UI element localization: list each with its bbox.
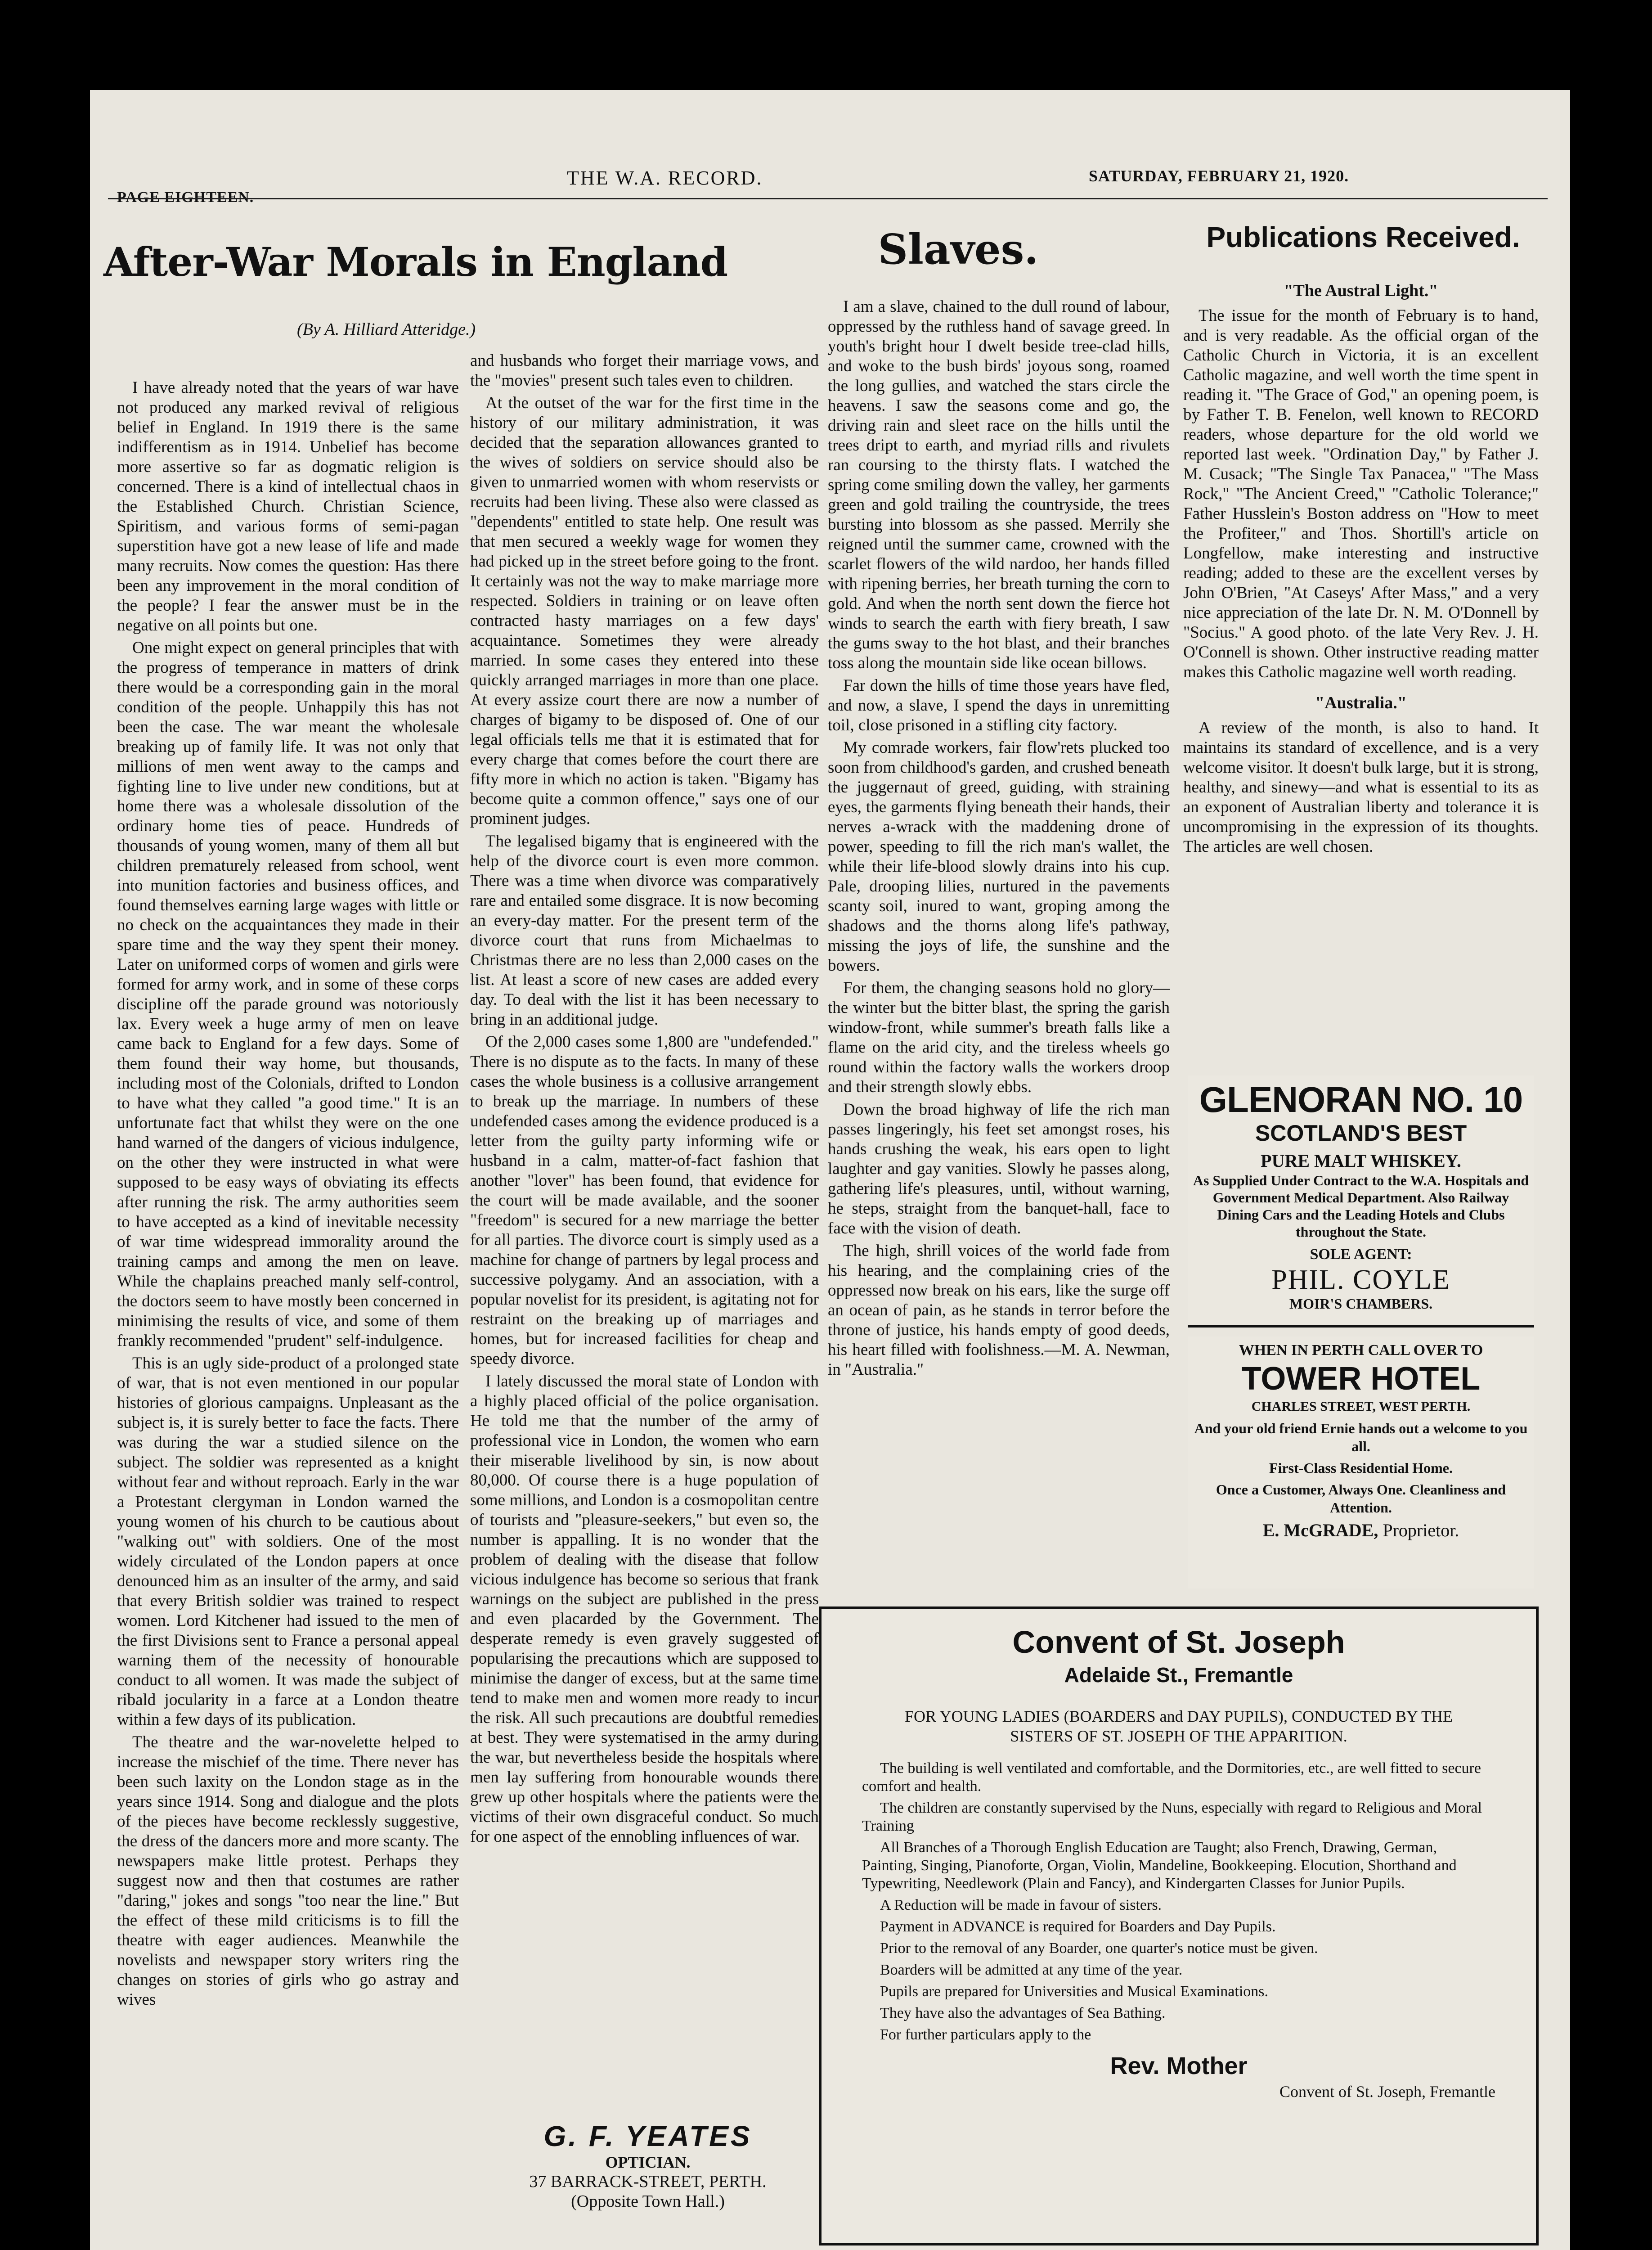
- convent-line: All Branches of a Thorough English Education are Taught; also French, Drawing, German, Painting, Singing, Pianoforte, Organ, Violin, Mandeline, Bookkeeping. Elocution, Shorthand and Typewriting, Needlework (Plain and Fancy), and Kindergarten Classes for Junior Pupils.: [862, 1839, 1457, 1892]
- glenoran-product: PURE MALT WHISKEY.: [1261, 1151, 1461, 1171]
- convent-line: Prior to the removal of any Boarder, one quarter's notice must be given.: [880, 1940, 1318, 1957]
- morals-column-1: [117, 378, 459, 2232]
- glenoran-agent-label: SOLE AGENT:: [1310, 1246, 1412, 1263]
- slaves-paragraph: I am a slave, chained to the dull round of labour, oppressed by the ruthless hand of savage greed. In youth's bright hour I dwelt beside tree-clad hills, and woke to the bush birds' joyous song, roamed the long gullies, and watched the stars circle the heavens. I saw the seasons come and go, the driving rain and sleet race on the hills until the trees dript to earth, and myriad rills and rivulets ran coursing to the thirsty flats. I watched the spring come smiling down the valley, her garments green and gold trailing the countryside, the trees bursting into blossom as she passed. Merrily she reigned until the summer came, crowned with the scarlet flowers of the wild nardoo, her hands filled with ripening berries, her breath turning the corn to gold. And when the north sent down the fierce hot winds to search the earth with fiery breath, I saw the gums sway to the hot blast, and their branches toss along the mountain side like ocean billows.: [828, 297, 1170, 672]
- yeates-name: G. F. YEATES: [543, 2120, 752, 2152]
- convent-line: For further particulars apply to the: [880, 2026, 1091, 2043]
- slaves-paragraph: My comrade workers, fair flow'rets plucked too soon from childhood's garden, and crushed beneath the juggernaut of greed, guiding, with straining eyes, the garments flying beneath their hands, their nerves a-wrack with the maddening drone of power, speeding to fill the rich man's wallet, the while their life-blood slowly drains into his cup. Pale, drooping lilies, nurtured in the pavements scanty soil, inured to want, groping among the shadows and the thorns along life's pathway, missing the joys of life, the sunshine and the bowers.: [828, 738, 1170, 975]
- convent-contact: Rev. Mother: [1110, 2052, 1248, 2079]
- convent-line: Boarders will be admitted at any time of the year.: [880, 1962, 1183, 1978]
- morals-headline: After-War Morals in England: [103, 238, 728, 285]
- convent-line: Payment in ADVANCE is required for Boarders and Day Pupils.: [880, 1918, 1276, 1935]
- slaves-paragraph: For them, the changing seasons hold no glory—the winter but the bitter blast, the spring the garish window-front, while summer's breath falls like a flame on the arid city, and the tireless wheels go round within the factory walls the workers droop and their strength slowly ebbs.: [828, 979, 1170, 1096]
- paper-title: THE W.A. RECORD.: [567, 167, 763, 189]
- slaves-paragraph: Far down the hills of time those years have fled, and now, a slave, I spend the days in unremitting toil, close prisoned in a stifling city factory.: [828, 676, 1170, 734]
- newspaper-page: [90, 90, 1570, 2250]
- convent-line: The building is well ventilated and comfortable, and the Dormitories, etc., are well fitted to secure comfort and health.: [862, 1760, 1481, 1795]
- morals-paragraph: The theatre and the war-novelette helped to increase the mischief of the time. There never has been such laxity on the London stage as in the years since 1914. Song and dialogue and the plots of the pieces have become recklessly suggestive, the dress of the dancers more and more scanty. The newspapers make little protest. Perhaps they suggest now and then that costumes are rather "daring," jokes and songs "too near the line." But the effect of these mild criticisms is to fill the theatre with eager audiences. Meanwhile the novelists and newspaper story writers ring the changes on stories of girls who go astray and wives: [117, 1733, 459, 2009]
- publications-column: [1183, 270, 1539, 1071]
- slaves-paragraph: Down the broad highway of life the rich man passes lingeringly, his feet set amongst roses, his hands crushing the weak, his ears open to light laughter and gay vanities. Slowly he passes along, gathering life's pleasures, until, without warning, he steps, straight from the banquet-hall, face to face with the vision of death.: [828, 1100, 1170, 1238]
- glenoran-address: MOIR'S CHAMBERS.: [1289, 1296, 1433, 1312]
- glenoran-ad: [1188, 1076, 1534, 1328]
- page-label: PAGE EIGHTEEN.: [117, 189, 254, 206]
- publications-subhead-austral: "The Austral Light.": [1284, 281, 1438, 300]
- glenoran-agent: PHIL. COYLE: [1271, 1264, 1450, 1295]
- glenoran-body: As Supplied Under Contract to the W.A. Hospitals and Government Medical Department. Also Railway Dining Cars and the Leading Hotels and Clubs throughout the State.: [1193, 1172, 1529, 1240]
- tower-line2: First-Class Residential Home.: [1269, 1460, 1453, 1476]
- tower-line3: Once a Customer, Always One. Cleanliness and Attention.: [1216, 1481, 1506, 1516]
- convent-line: A Reduction will be made in favour of sisters.: [880, 1897, 1162, 1913]
- morals-paragraph: I have already noted that the years of war have not produced any marked revival of religious belief in England. In 1919 there is the same indifferentism as in 1914. Unbelief has become more assertive so far as dogmatic religion is concerned. There is a kind of intellectual chaos in the Established Church. Christian Science, Spiritism, and various forms of semi-pagan superstition have got a new lease of life and made many recruits. Now comes the question: Has there been any improvement in the moral condition of the people? I fear the answer must be in the negative on all points but one.: [117, 378, 459, 634]
- publications-paragraph: A review of the month, is also to hand. It maintains its standard of excellence, and is a very welcome visitor. It doesn't bulk large, but it is strong, healthy, and sinewy—and what is essential to its as an exponent of Australian liberty and tolerance it is uncompromising in the expression of its thoughts. The articles are well chosen.: [1183, 719, 1539, 856]
- convent-contact-place: Convent of St. Joseph, Fremantle: [1279, 2083, 1495, 2101]
- morals-paragraph: and husbands who forget their marriage vows, and the "movies" present such tales even to children.: [470, 351, 819, 390]
- morals-paragraph: This is an ugly side-product of a prolonged state of war, that is not even mentioned in our popular histories of glorious campaigns. Unpleasant as the subject is, it is surely better to face the facts. There was during the war a studied silence on the subject. The soldier was represented as a knight without fear and without reproach. Early in the war a Protestant clergyman in London warned the young women of his church to be cautious about "walking out" with soldiers. One of the most widely circulated of the London papers at once denounced him as an insulter of the army, and said that every British soldier was trained to respect women. Lord Kitchener had issued to the men of the first Divisions sent to France a personal appeal warning them of the necessity of honourable conduct to all women. It was made the subject of ribald jocularity in a farce at a London theatre within a few days of its publication.: [117, 1354, 459, 1729]
- tower-hotel-ad: [1188, 1336, 1534, 1588]
- yeates-ad: [481, 2120, 814, 2241]
- convent-address: Adelaide St., Fremantle: [1064, 1663, 1293, 1687]
- glenoran-name: GLENORAN NO. 10: [1199, 1080, 1523, 1120]
- tower-proprietor: E. McGRADE,: [1262, 1520, 1378, 1540]
- convent-intro: FOR YOUNG LADIES (BOARDERS and DAY PUPILS), CONDUCTED BY THE SISTERS OF ST. JOSEPH OF THE APPARITION.: [904, 1707, 1453, 1745]
- slaves-column: [828, 297, 1170, 1593]
- morals-paragraph: At the outset of the war for the first time in the history of our military administration, it was decided that the separation allowances granted to the wives of soldiers on service should also be given to unmarried women with whom reservists or recruits had been living. These also were classed as "dependents" entitled to state help. One result was that men secured a weekly wage for women they had picked up in the street before going to the front. It certainly was not the way to make marriage more respected. Soldiers in training or on leave often contracted hasty marriages on a few days' acquaintance. Sometimes they were already married. In some cases they entered into these quickly arranged marriages in more than one place. At every assize court there are now a number of charges of bigamy to be disposed of. One of our legal officials tells me that it is estimated that for every charge that comes before the court there are fifty more in which no action is taken. "Bigamy has become quite a common offence," says one of our prominent judges.: [470, 394, 819, 828]
- publications-headline: Publications Received.: [1206, 221, 1520, 253]
- glenoran-tagline: SCOTLAND'S BEST: [1255, 1120, 1467, 1146]
- masthead-rule: [108, 198, 1548, 199]
- tower-name: TOWER HOTEL: [1241, 1361, 1481, 1397]
- tower-line1: And your old friend Ernie hands out a welcome to you all.: [1194, 1420, 1528, 1454]
- slaves-headline: Slaves.: [878, 225, 1039, 274]
- yeates-trade: OPTICIAN.: [605, 2153, 691, 2171]
- convent-line: They have also the advantages of Sea Bathing.: [880, 2005, 1166, 2021]
- tower-intro: WHEN IN PERTH CALL OVER TO: [1239, 1342, 1483, 1359]
- convent-line: The children are constantly supervised by the Nuns, especially with regard to Religious and Moral Training: [862, 1800, 1482, 1834]
- publications-subhead-australia: "Australia.": [1315, 693, 1407, 712]
- convent-title: Convent of St. Joseph: [1012, 1624, 1345, 1660]
- tower-address: CHARLES STREET, WEST PERTH.: [1251, 1399, 1471, 1414]
- publications-paragraph: The issue for the month of February is to hand, and is very readable. As the official organ of the Catholic Church in Victoria, it is an excellent Catholic magazine, and well worth the time spent in reading it. "The Grace of God," an opening poem, is by Father T. B. Fenelon, well known to RECORD readers, whose departure for the old world we reported last week. "Ordination Day," by Father J. M. Cusack; "The Single Tax Panacea," "The Mass Rock," "The Ancient Creed," "Catholic Tolerance;" Father Husslein's Boston address on "How to meet the Profiteer," and Thos. Shortill's article on Longfellow, make interesting and instructive reading; added to these are the excellent verses by John O'Brien, "At Caseys' After Mass," and a very nice appreciation of the late Dr. N. M. O'Donnell by "Socius." A good photo. of the late Very Rev. J. H. O'Connell is shown. Other instructive reading matter makes this Catholic magazine well worth reading.: [1183, 306, 1539, 681]
- morals-byline: (By A. Hilliard Atteridge.): [297, 320, 476, 339]
- yeates-address: 37 BARRACK-STREET, PERTH.: [529, 2172, 767, 2191]
- morals-paragraph: Of the 2,000 cases some 1,800 are "undefended." There is no dispute as to the facts. In many of these cases the whole business is a collusive arrangement to break up the marriage. In numbers of these undefended cases among the evidence produced is a letter from the guilty party informing wife or husband in a calm, matter-of-fact fashion that another "lover" has been found, that evidence for the court will be made available, and the sooner "freedom" is secured for a new marriage the better for all parties. The divorce court is simply used as a machine for change of partners by legal process and successive polygamy. And an association, with a popular novelist for its president, is agitating not for restraint on the breaking up of marriages and homes, but for increased facilities for cheap and speedy divorce.: [470, 1033, 819, 1368]
- convent-ad: [819, 1606, 1539, 2246]
- morals-paragraph: One might expect on general principles that with the progress of temperance in matters of drink there would be a corresponding gain in the moral condition of the people. Unhappily this has not been the case. The war meant the wholesale breaking up of family life. It was not only that millions of men went away to the camps and fighting line to live under new conditions, but at home there was a wholesale dissolution of the ordinary home ties of peace. Hundreds of thousands of young women, many of them all but children prematurely released from school, went into munition factories and business offices, and found themselves earning large wages with little or no check on the acquaintances they made in their spare time and the way they spent their money. Later on uniformed corps of women and girls were formed for army work, and in some of these corps discipline off the parade ground was notoriously lax. Every week a huge army of men on leave came back to England for a few days. Some of them found their way home, but thousands, including most of the Colonials, drifted to London to have what they called "a good time." It is an unfortunate fact that whilst they were on the one hand warned of the dangers of vicious indulgence, on the other they were instructed in what were supposed to be easy ways of obviating its effects after running the risk. The army authorities seem to have accepted as a kind of inevitable necessity of war time widespread immorality around the training camps and among the men on leave. While the chaplains preached manly self-control, the doctors seem to have mostly been concerned in minimising the results of vice, and some of them frankly recommended "prudent" self-indulgence.: [117, 639, 459, 1350]
- masthead: [90, 167, 1570, 207]
- convent-line: Pupils are prepared for Universities and Musical Examinations.: [880, 1983, 1268, 2000]
- tower-proprietor-line: [1192, 1519, 1530, 1542]
- morals-paragraph: I lately discussed the moral state of London with a highly placed official of the police organisation. He told me that the number of the army of professional vice in London, the women who earn their miserable livelihood by sin, is now about 80,000. Of course there is a huge population of some millions, and London is a cosmopolitan centre of tourists and "pleasure-seekers," but even so, the number is appalling. It is no wonder that the problem of dealing with the disease that follow vicious indulgence has become so serious that frank warnings on the subject are published in the press and even placarded by the Government. The desperate remedy is even gravely suggested of popularising the precautions which are supposed to minimise the danger of excess, but at the same time tend to make men and women more ready to incur the risk. All such precautions are doubtful remedies at best. They were systematised in the army during the war, but nevertheless beside the hospitals where men lay suffering from honourable wounds there grew up other hospitals where the patients were the victims of their own disgraceful conduct. So much for one aspect of the ennobling influences of war.: [470, 1372, 819, 1846]
- yeates-note: (Opposite Town Hall.): [571, 2192, 725, 2211]
- tower-proprietor-title: Proprietor.: [1383, 1520, 1459, 1540]
- slaves-paragraph: The high, shrill voices of the world fade from his hearing, and the complaining cries of the oppressed now break on his ears, like the surge off an ocean of pain, as he stands in terror before the throne of justice, his hands empty of good deeds, his heart filled with foolishness.—M. A. Newman, in "Australia.": [828, 1242, 1170, 1379]
- issue-date: SATURDAY, FEBRUARY 21, 1920.: [1089, 167, 1349, 185]
- morals-paragraph: The legalised bigamy that is engineered with the help of the divorce court is even more common. There was a time when divorce was comparatively rare and entailed some disgrace. It is now becoming an every-day matter. For the present term of the divorce court that runs from Michaelmas to Christmas there are no less than 2,000 cases on the list. At least a score of new cases are added every day. To deal with the list it has been necessary to bring in an additional judge.: [470, 832, 819, 1029]
- morals-column-2: [470, 351, 819, 2115]
